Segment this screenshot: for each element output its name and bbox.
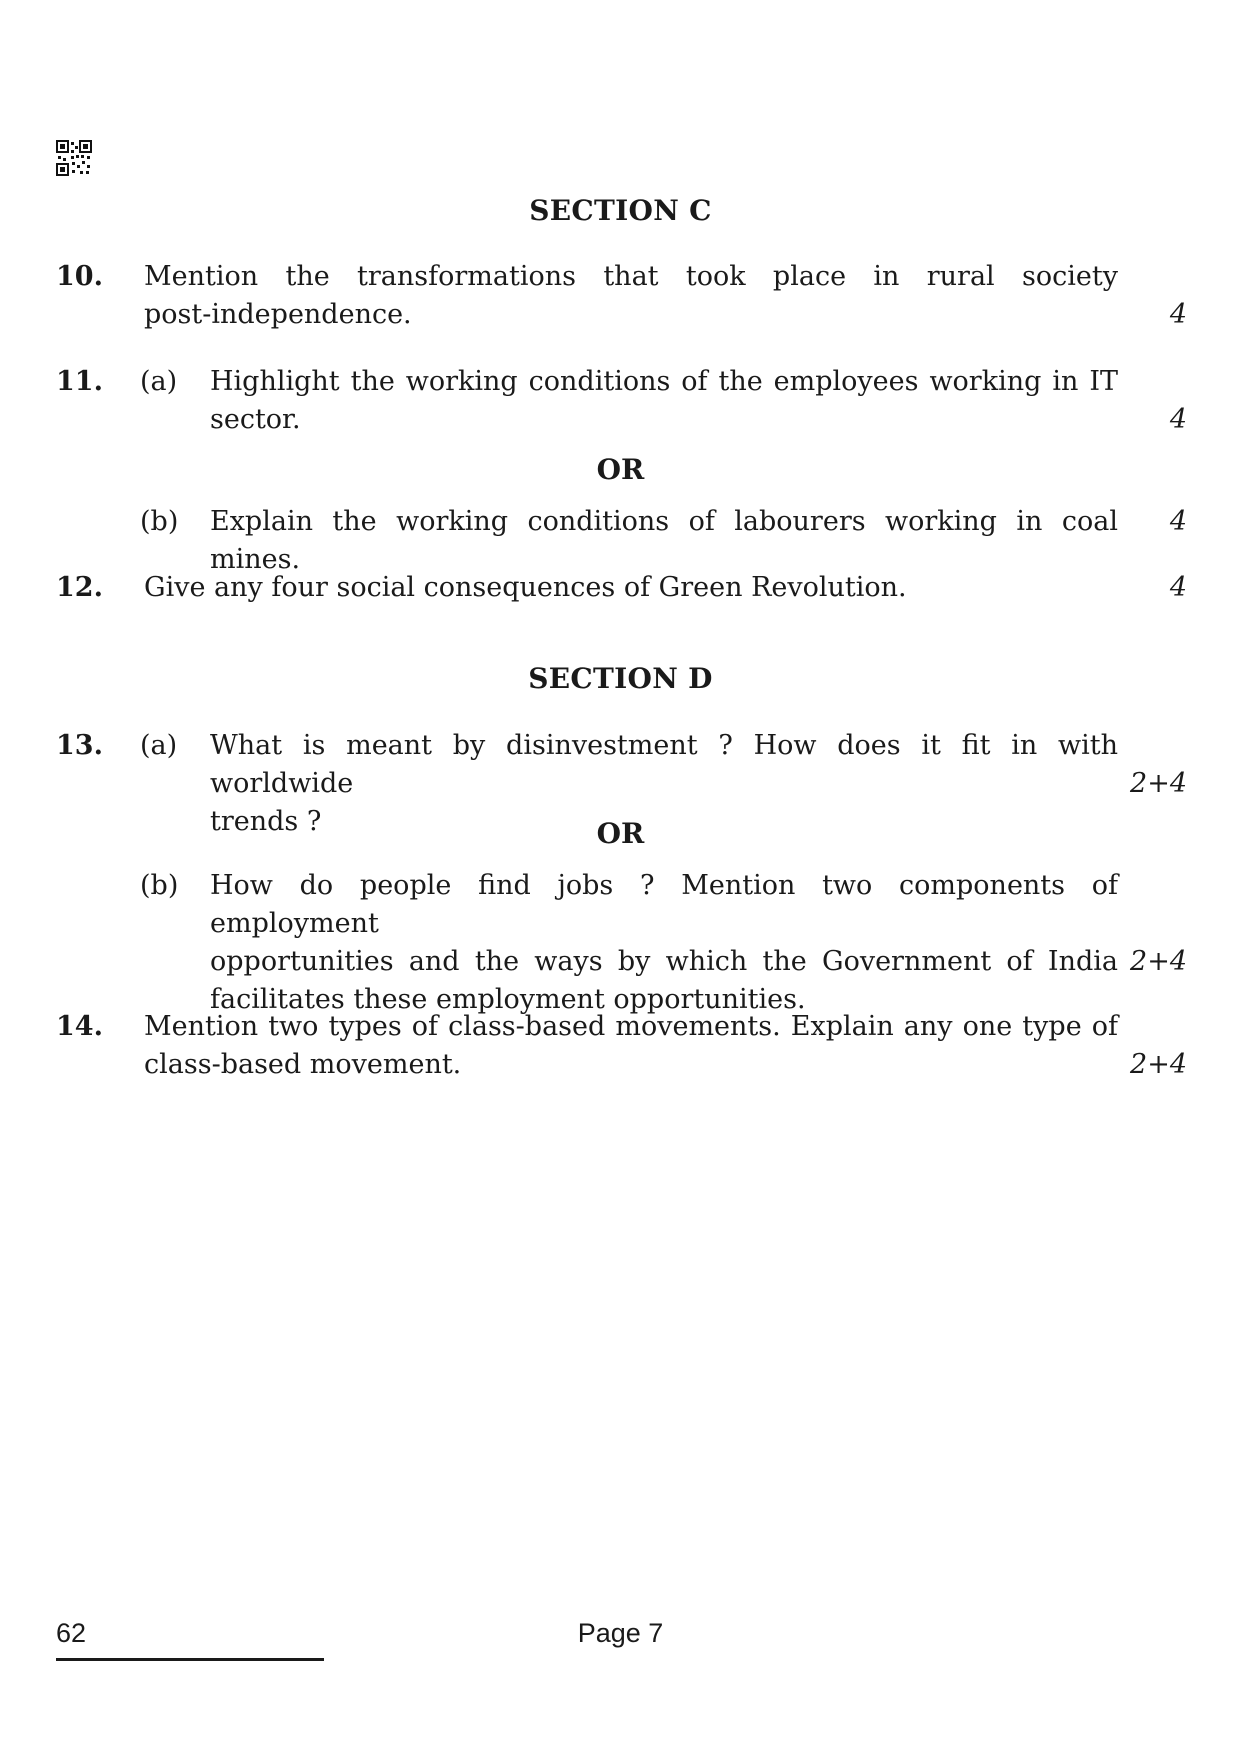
marks: 2+4 — [1130, 946, 1187, 977]
section-c-title: SECTION C — [529, 194, 712, 227]
question-number: 12. — [56, 572, 103, 603]
option-b-text: Explain the working conditions of labourers working in coal mines. — [210, 506, 1118, 575]
question-number: 10. — [56, 261, 103, 292]
qr-code-icon — [56, 140, 92, 176]
marks: 4 — [1169, 572, 1187, 603]
marks: 2+4 — [1130, 768, 1187, 799]
option-a-label: (a) — [140, 730, 178, 761]
question-number: 13. — [56, 730, 103, 761]
question-number: 11. — [56, 366, 103, 397]
page-number: Page 7 — [577, 1618, 664, 1648]
footer-divider — [56, 1658, 324, 1661]
marks: 4 — [1169, 506, 1187, 537]
marks: 4 — [1169, 404, 1187, 435]
paper-code: 62 — [56, 1618, 87, 1648]
option-a-text: What is meant by disinvestment ? How does it fit in with worldwide trends ? — [210, 730, 1118, 837]
question-text: Mention the transformations that took place in rural society post-independence. — [144, 261, 1118, 330]
question-text: Mention two types of class-based movements. Explain any one type of class-based movement. — [144, 1011, 1118, 1080]
option-b-label: (b) — [140, 870, 179, 901]
option-a-text: Highlight the working conditions of the employees working in IT sector. — [210, 366, 1118, 435]
option-a-label: (a) — [140, 366, 178, 397]
marks: 2+4 — [1130, 1049, 1187, 1080]
option-b-text: How do people find jobs ? Mention two components of employment opportunities and the ways by which the Government of India facilitates these employment opportunities. — [210, 870, 1118, 1015]
or-divider: OR — [596, 817, 645, 850]
marks: 4 — [1169, 299, 1187, 330]
question-number: 14. — [56, 1011, 103, 1042]
option-b-label: (b) — [140, 506, 179, 537]
question-text: Give any four social consequences of Green Revolution. — [144, 572, 907, 603]
section-d-title: SECTION D — [528, 662, 713, 695]
or-divider: OR — [596, 453, 645, 486]
